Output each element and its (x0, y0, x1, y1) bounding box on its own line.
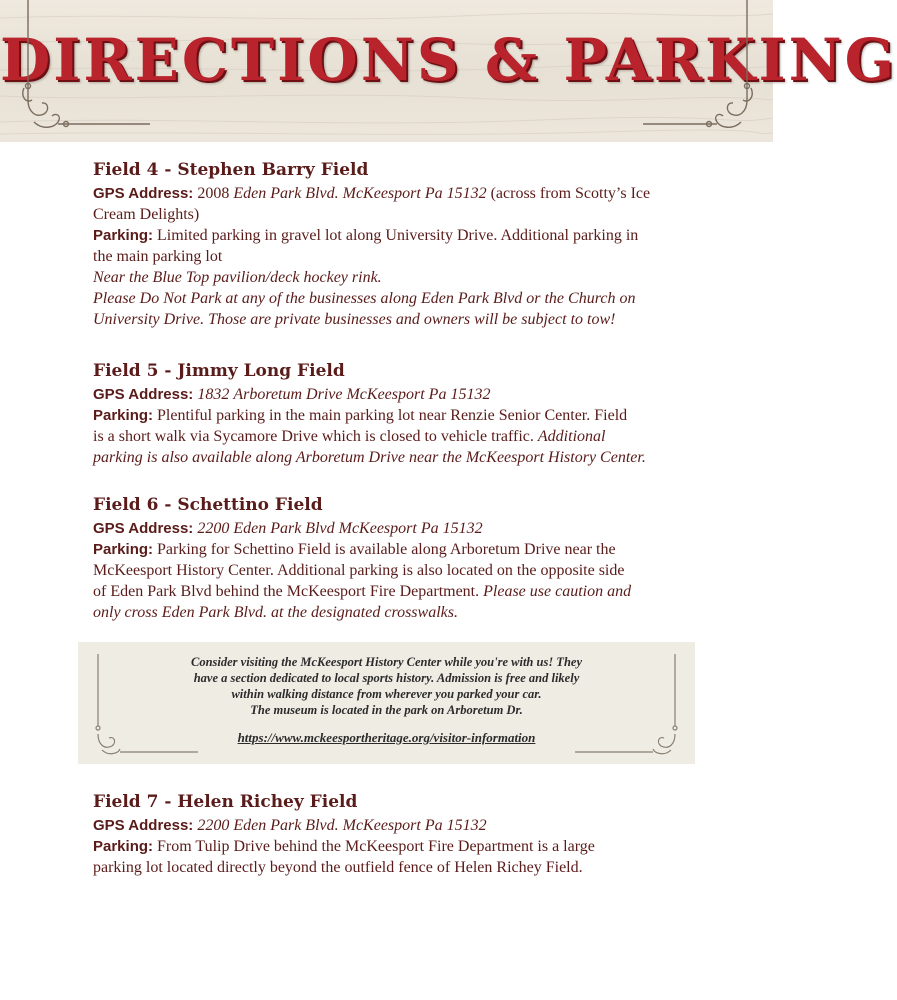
gps-address-line (93, 518, 693, 539)
gps-label: GPS Address: (93, 520, 194, 537)
caution-note: Please use caution and (483, 583, 632, 600)
visitor-information-link[interactable]: https://www.mckeesportheritage.org/visitor-information (237, 730, 536, 745)
parking-text-continued (93, 426, 693, 447)
gps-number: 2200 (197, 817, 230, 834)
gps-address-line (93, 815, 693, 836)
field-heading: Field 4 - Stephen Barry Field (93, 160, 369, 180)
parking-line (93, 836, 693, 857)
gps-number: 1832 (197, 386, 230, 403)
callout-line: Consider visiting the McKeesport History Center while you're with us! They (190, 655, 582, 669)
field-5-section (93, 358, 693, 468)
gps-street: Eden Park Blvd. McKeesport Pa 15132 (233, 817, 487, 834)
no-parking-warning-continued: University Drive. Those are private businesses and owners will be subject to tow! (93, 311, 616, 328)
parking-text-continued: parking is also available along Arboretum Drive near the McKeesport History Center. (93, 449, 646, 466)
callout-message (138, 654, 635, 718)
field-4-section (93, 157, 693, 330)
parking-line (93, 225, 693, 246)
gps-street: Eden Park Blvd. McKeesport Pa 15132 (233, 185, 487, 202)
field-7-section (93, 789, 693, 878)
parking-line (93, 539, 693, 560)
field-6-section (93, 492, 693, 623)
gps-number: 2008 (197, 185, 230, 202)
gps-street: Arboretum Drive McKeesport Pa 15132 (233, 386, 491, 403)
gps-address-line (93, 384, 693, 405)
caution-note-continued: only cross Eden Park Blvd. at the designated crosswalks. (93, 604, 458, 621)
callout-line: have a section dedicated to local sports history. Admission is free and likely (193, 671, 580, 685)
gps-street: Eden Park Blvd McKeesport Pa 15132 (233, 520, 483, 537)
parking-text: Limited parking in gravel lot along University Drive. Additional parking in (157, 227, 639, 244)
field-heading: Field 5 - Jimmy Long Field (93, 361, 345, 381)
parking-text-continued: parking lot located directly beyond the outfield fence of Helen Richey Field. (93, 859, 583, 876)
field-heading: Field 7 - Helen Richey Field (93, 792, 358, 812)
parking-label: Parking: (93, 838, 154, 855)
parking-label: Parking: (93, 541, 154, 558)
parking-line (93, 405, 693, 426)
page-header (0, 0, 897, 142)
callout-line: within walking distance from wherever you parked your car. (231, 687, 542, 701)
parking-text-continued: McKeesport History Center. Additional parking is also located on the opposite side (93, 562, 625, 579)
page-title: DIRECTIONS & PARKING (0, 26, 897, 94)
parking-text-continued (93, 581, 693, 602)
gps-note-continued: Cream Delights) (93, 206, 200, 223)
parking-note: Near the Blue Top pavilion/deck hockey rink. (93, 269, 382, 286)
parking-text-part: is a short walk via Sycamore Drive which is closed to vehicle traffic. (93, 428, 534, 445)
parking-text-continued: the main parking lot (93, 248, 223, 265)
gps-label: GPS Address: (93, 185, 194, 202)
parking-text: From Tulip Drive behind the McKeesport Fire Department is a large (157, 838, 595, 855)
parking-text: Plentiful parking in the main parking lot near Renzie Senior Center. Field (157, 407, 628, 424)
right-flourish-ornament (643, 0, 773, 135)
gps-note: (across from Scotty’s Ice (490, 185, 651, 202)
field-heading: Field 6 - Schettino Field (93, 495, 323, 515)
left-flourish-ornament (22, 0, 152, 135)
parking-label: Parking: (93, 407, 154, 424)
parking-text: Parking for Schettino Field is available along Arboretum Drive near the (157, 541, 616, 558)
gps-address-line (93, 183, 693, 204)
parking-text-italic: Additional (537, 428, 606, 445)
parking-text-part: of Eden Park Blvd behind the McKeesport Fire Department. (93, 583, 480, 600)
gps-label: GPS Address: (93, 386, 194, 403)
callout-line: The museum is located in the park on Arboretum Dr. (250, 703, 523, 717)
gps-number: 2200 (197, 520, 230, 537)
history-center-callout (78, 642, 695, 764)
no-parking-warning: Please Do Not Park at any of the businesses along Eden Park Blvd or the Church on (93, 290, 636, 307)
gps-label: GPS Address: (93, 817, 194, 834)
parking-label: Parking: (93, 227, 154, 244)
